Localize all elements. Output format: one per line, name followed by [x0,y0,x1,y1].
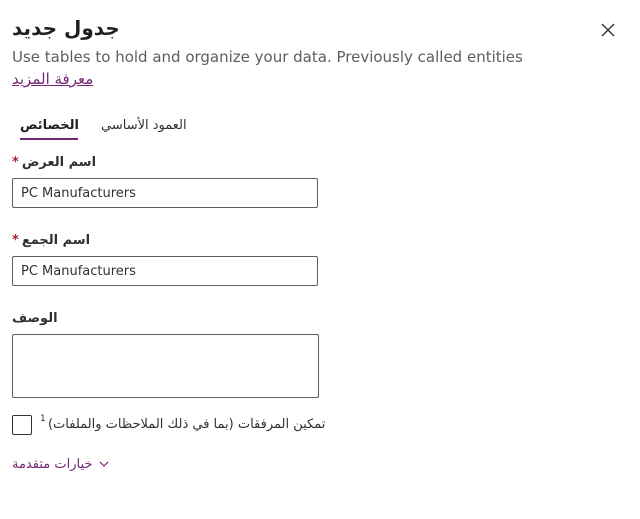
chevron-down-icon [98,458,110,470]
tab-primary-column[interactable]: العمود الأساسي [101,118,187,133]
display-name-input[interactable] [12,178,318,208]
learn-more-link[interactable]: معرفة المزيد [12,70,94,88]
close-icon [598,20,618,40]
advanced-options-label: خيارات متقدمة [12,456,93,472]
enable-attachments-checkbox[interactable] [12,415,32,435]
display-name-label [12,154,96,172]
description-label: الوصف [12,311,58,326]
active-tab-indicator [20,138,78,140]
enable-attachments-label: تمكين المرفقات (بما في ذلك الملاحظات والملفات) [48,417,326,432]
description-textarea[interactable] [12,334,319,398]
required-indicator: * [12,155,19,170]
required-indicator: * [12,233,19,248]
plural-name-label-text: اسم الجمع [21,233,91,248]
advanced-options-toggle[interactable] [12,454,110,474]
plural-name-input[interactable] [12,256,318,286]
attachments-footnote: 1 [40,414,46,424]
display-name-label-text: اسم العرض [21,155,97,170]
tab-properties[interactable]: الخصائص [20,118,80,133]
close-button[interactable] [598,20,618,40]
panel-description: Use tables to hold and organize your data. Previously called entities [12,48,523,66]
plural-name-label [12,232,90,250]
panel-title: جدول جديد [12,16,120,40]
